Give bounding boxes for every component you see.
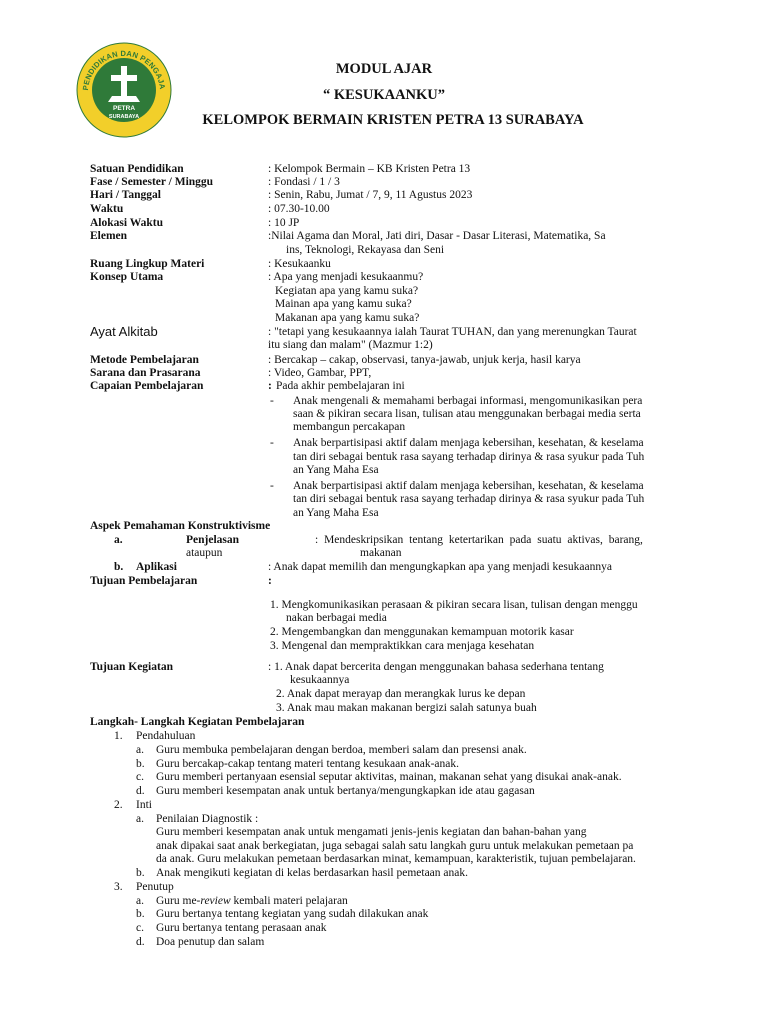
capaian-item-line: an Yang Maha Esa [293,464,379,476]
identity-label-alokasi: Alokasi Waktu [90,217,163,229]
tujuan-kegiatan-label: Tujuan Kegiatan [90,661,173,673]
tujuan-kegiatan-line: 3. Anak mau makan makanan bergizi salah satunya buah [276,702,537,714]
identity-label-fase: Fase / Semester / Minggu [90,176,214,188]
ayat-line-1: : "tetapi yang kesukaannya ialah Taurat TUHAN, dan yang merenungkan Taurat [268,326,637,338]
metode-value: : Bercakap – cakap, observasi, tanya-jawab, unjuk kerja, hasil karya [268,354,581,366]
sub-marker: a. [136,895,144,907]
logo-city-text: SURABAYA [108,114,140,120]
sub-item-line: anak dipakai saat anak berkegiatan, juga sebagai salah satu langkah guru untuk melakukan pemetaan pa [156,840,634,852]
tujuan-pembelajaran-label: Tujuan Pembelajaran [90,575,198,587]
identity-value-satuan: : Kelompok Bermain – KB Kristen Petra 13 [268,163,471,175]
sub-marker: d. [136,936,145,948]
capaian-intro: Pada akhir pembelajaran ini [276,380,405,392]
capaian-label: Capaian Pembelajaran [90,380,204,392]
sub-marker: b. [136,867,145,879]
identity-label-waktu: Waktu [90,203,124,215]
aspek-a-label: Penjelasan [186,534,240,546]
sub-item-pre: Guru me- [156,895,201,907]
capaian-item-line: Anak berpartisipasi aktif dalam menjaga kebersihan, kesehatan, & keselama [293,480,644,492]
sub-marker: a. [136,744,144,756]
identity-value-alokasi: : 10 JP [268,217,300,229]
capaian-colon: : [268,380,272,392]
tujuan-kegiatan-line: 2. Anak dapat merayap dan merangkak lurus ke depan [276,688,526,700]
aspek-title: Aspek Pemahaman Konstruktivisme [90,520,271,532]
sub-item: Guru membuka pembelajaran dengan berdoa, memberi salam dan presensi anak. [156,744,527,756]
tujuan-item: 2. Mengembangkan dan menggunakan kemampuan motorik kasar [270,626,574,638]
tujuan-item-cont: nakan berbagai media [286,612,387,624]
tujuan-item: 3. Mengenal dan mempraktikkan cara menjaga kesehatan [270,640,535,652]
aspek-b-label: Aplikasi [136,561,177,573]
step-title: Inti [136,799,152,811]
aspek-a-sub-right: makanan [360,547,402,559]
identity-label-ruang: Ruang Lingkup Materi [90,258,205,270]
identity-label-satuan: Satuan Pendidikan [90,163,184,175]
konsep-line: Mainan apa yang kamu suka? [275,298,412,310]
metode-label: Metode Pembelajaran [90,354,199,366]
capaian-item-line: an Yang Maha Esa [293,507,379,519]
dash-icon: - [270,395,274,407]
sub-item: Guru bercakap-cakap tentang materi tentang kesukaan anak-anak. [156,758,460,770]
identity-label-hari: Hari / Tanggal [90,189,161,201]
sub-item: Guru memberi kesempatan anak untuk bertanya/mengungkapkan ide atau gagasan [156,785,535,797]
sub-item: Doa penutup dan salam [156,936,265,948]
step-number: 1. [114,730,123,742]
dash-icon: - [270,437,274,449]
tujuan-kegiatan-line: : 1. Anak dapat bercerita dengan menggunakan bahasa sederhana tentang [268,661,604,673]
aspek-a-value: : Mendeskripsikan tentang ketertarikan pada suatu aktivas, barang, [315,534,643,546]
sub-item: Guru bertanya tentang kegiatan yang sudah dilakukan anak [156,908,429,920]
dash-icon: - [270,480,274,492]
capaian-item-line: Anak berpartisipasi aktif dalam menjaga kebersihan, kesehatan, & keselama [293,437,644,449]
sarana-value: : Video, Gambar, PPT, [268,367,372,379]
step-number: 2. [114,799,123,811]
ayat-line-2: itu siang dan malam" (Mazmur 1:2) [268,339,433,351]
sub-marker: b. [136,908,145,920]
identity-label-konsep: Konsep Utama [90,271,164,283]
sub-item-line: da anak. Guru melakukan pemetaan berdasarkan minat, kemampuan, karakteristik, tujuan pembelajaran. [156,853,636,865]
konsep-line: Kegiatan apa yang kamu suka? [275,285,419,297]
identity-label-elemen: Elemen [90,230,128,242]
doc-theme: “ KESUKAANKU” [322,87,446,103]
logo-ring-text: PENDIDIKAN DAN PENGAJA [80,48,167,91]
doc-school: KELOMPOK BERMAIN KRISTEN PETRA 13 SURABAYA [202,112,584,128]
sub-marker: b. [136,758,145,770]
identity-value-elemen: :Nilai Agama dan Moral, Jati diri, Dasar - Dasar Literasi, Matematika, Sa [268,230,606,242]
langkah-title: Langkah- Langkah Kegiatan Pembelajaran [90,716,305,728]
aspek-a-sub-left: ataupun [186,547,223,559]
step-number: 3. [114,881,123,893]
capaian-item-line: saan & pikiran secara lisan, tulisan atau menggunakan berbagai media serta [293,408,641,420]
sub-item-line: Guru memberi kesempatan anak untuk mengamati jenis-jenis kegiatan dan bahan-bahan yang [156,826,587,838]
capaian-item-line: membangun percakapan [293,421,406,433]
tujuan-pembelajaran-colon: : [268,575,272,587]
sub-marker: a. [136,813,144,825]
sub-item-title: Penilaian Diagnostik : [156,813,259,825]
sub-marker: c. [136,771,144,783]
sub-item-post: kembali materi pelajaran [230,895,348,907]
sub-marker: c. [136,922,144,934]
sub-item-review [156,895,348,907]
sub-item: Anak mengikuti kegiatan di kelas berdasarkan hasil pemetaan anak. [156,867,468,879]
capaian-item-line: tan diri sebagai bentuk rasa sayang terhadap dirinya & rasa syukur pada Tuh [293,493,645,505]
capaian-item-line: Anak mengenali & memahami berbagai informasi, mengomunikasikan pera [293,395,643,407]
identity-value-fase: : Fondasi / 1 / 3 [268,176,340,188]
step-title: Pendahuluan [136,730,196,742]
aspek-b-marker: b. [114,561,124,573]
sub-item: Guru bertanya tentang perasaan anak [156,922,327,934]
identity-value-waktu: : 07.30-10.00 [268,203,330,215]
ayat-label: Ayat Alkitab [90,324,158,339]
sub-marker: d. [136,785,145,797]
tujuan-item: 1. Mengkomunikasikan perasaan & pikiran secara lisan, tulisan dengan menggu [270,599,638,611]
step-title: Penutup [136,881,174,893]
sarana-label: Sarana dan Prasarana [90,367,201,379]
identity-value-elemen-cont: ins, Teknologi, Rekayasa dan Seni [286,244,445,256]
identity-value-konsep: : Apa yang menjadi kesukaanmu? [268,271,424,283]
konsep-line: Makanan apa yang kamu suka? [275,312,420,324]
identity-value-ruang: : Kesukaanku [268,258,331,270]
identity-value-hari: : Senin, Rabu, Jumat / 7, 9, 11 Agustus 2023 [268,189,473,201]
doc-title: MODUL AJAR [335,61,433,77]
capaian-item-line: tan diri sebagai bentuk rasa sayang terhadap dirinya & rasa syukur pada Tuh [293,451,645,463]
aspek-b-value: : Anak dapat memilih dan mengungkapkan apa yang menjadi kesukaannya [268,561,612,573]
sub-item: Guru memberi pertanyaan esensial seputar aktivitas, mainan, makanan sehat yang disukai anak-anak. [156,771,622,783]
logo-petra-text: PETRA [112,105,136,112]
tujuan-kegiatan-line: kesukaannya [290,674,350,686]
sub-item-em: review [200,895,231,907]
aspek-a-marker: a. [114,534,123,546]
